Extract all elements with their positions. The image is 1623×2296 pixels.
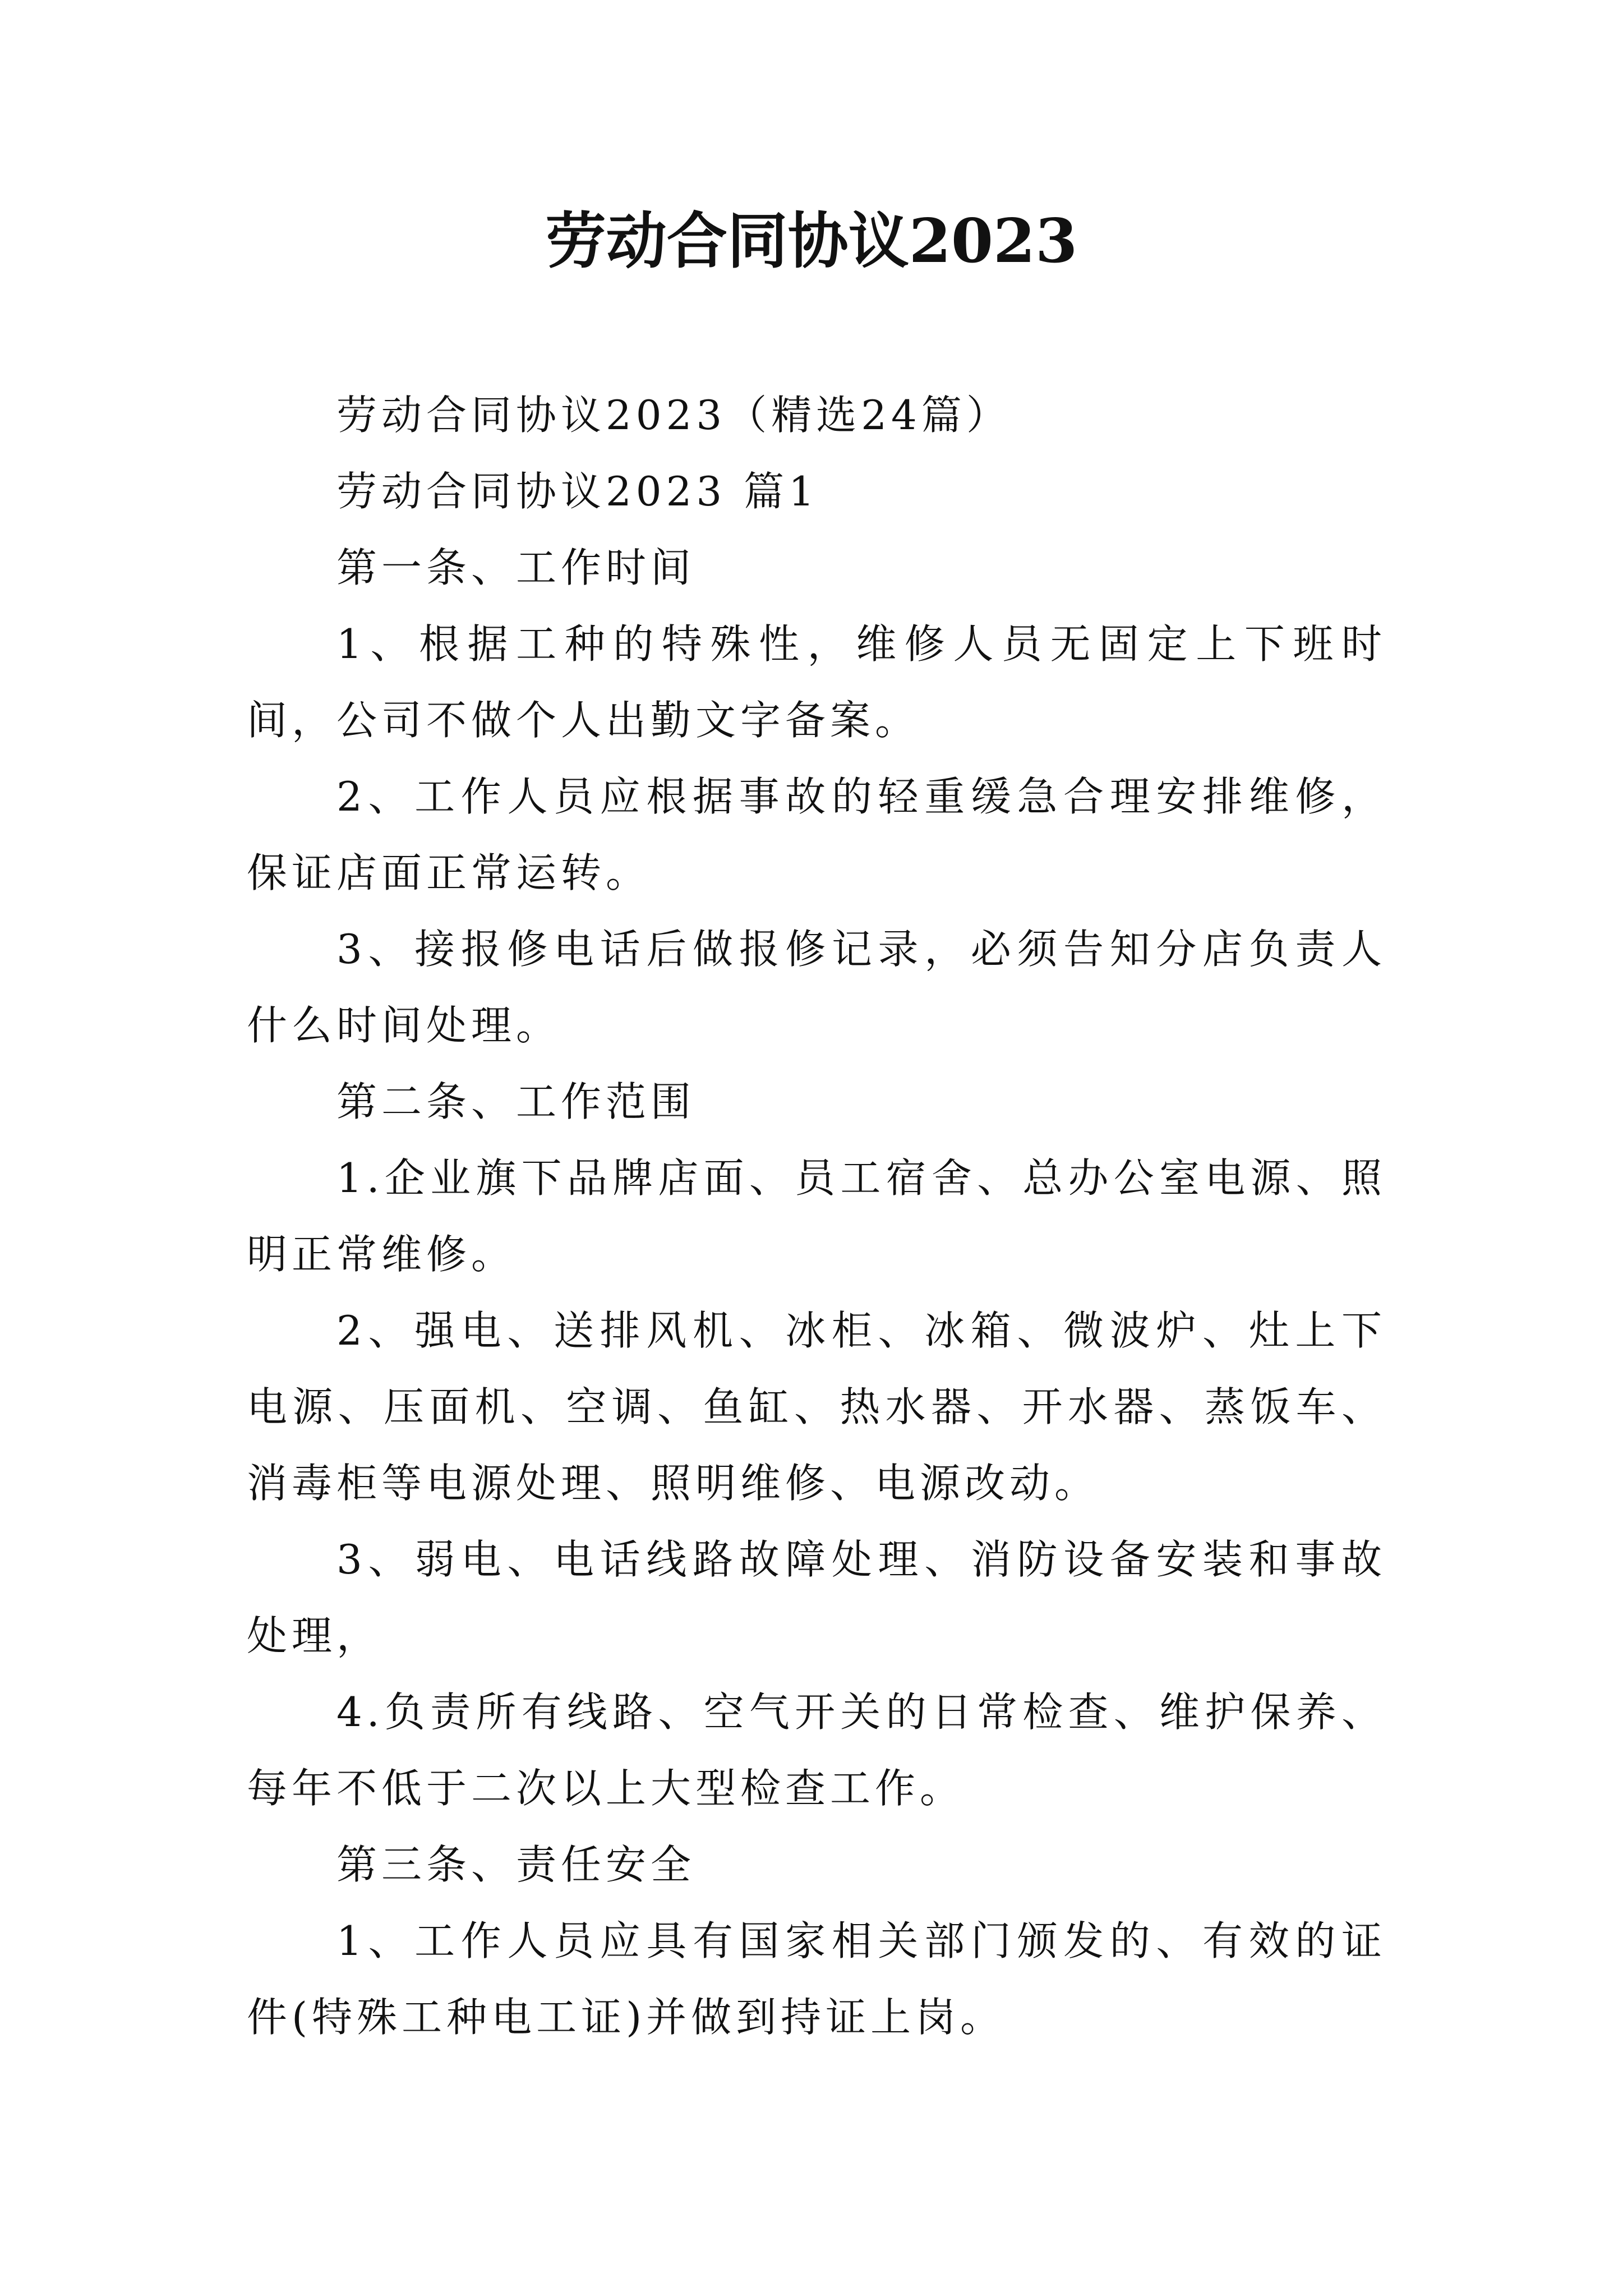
paragraph-article-3-heading: 第三条、责任安全 (336, 1841, 696, 1888)
paragraph: 2、强电、送排风机、冰柜、冰箱、微波炉、灶上下电源、压面机、空调、鱼缸、热水器、开水器、蒸饭车、消毒柜等电源处理、照明维修、电源改动。 (247, 1307, 1386, 1507)
paragraph: 1、根据工种的特殊性，维修人员无固定上下班时间，公司不做个人出勤文字备案。 (247, 620, 1386, 744)
paragraph: 1.企业旗下品牌店面、员工宿舍、总办公室电源、照明正常维修。 (247, 1154, 1386, 1278)
paragraph: 4.负责所有线路、空气开关的日常检查、维护保养、每年不低于二次以上大型检查工作。 (247, 1688, 1386, 1812)
document-body (247, 377, 1386, 2055)
paragraph-article-2-heading: 第二条、工作范围 (336, 1078, 696, 1125)
paragraph-subtitle: 劳动合同协议2023（精选24篇） (336, 392, 1011, 439)
paragraph: 1、工作人员应具有国家相关部门颁发的、有效的证件(特殊工种电工证)并做到持证上岗。 (247, 1917, 1386, 2041)
paragraph: 3、接报修电话后做报修记录，必须告知分店负责人什么时间处理。 (247, 926, 1386, 1049)
paragraph: 2、工作人员应根据事故的轻重缓急合理安排维修，保证店面正常运转。 (247, 773, 1386, 896)
paragraph: 3、弱电、电话线路故障处理、消防设备安装和事故处理， (247, 1536, 1386, 1659)
paragraph-section-heading: 劳动合同协议2023 篇1 (336, 468, 819, 515)
document-title: 劳动合同协议2023 (545, 206, 1078, 277)
paragraph-article-1-heading: 第一条、工作时间 (336, 544, 696, 591)
